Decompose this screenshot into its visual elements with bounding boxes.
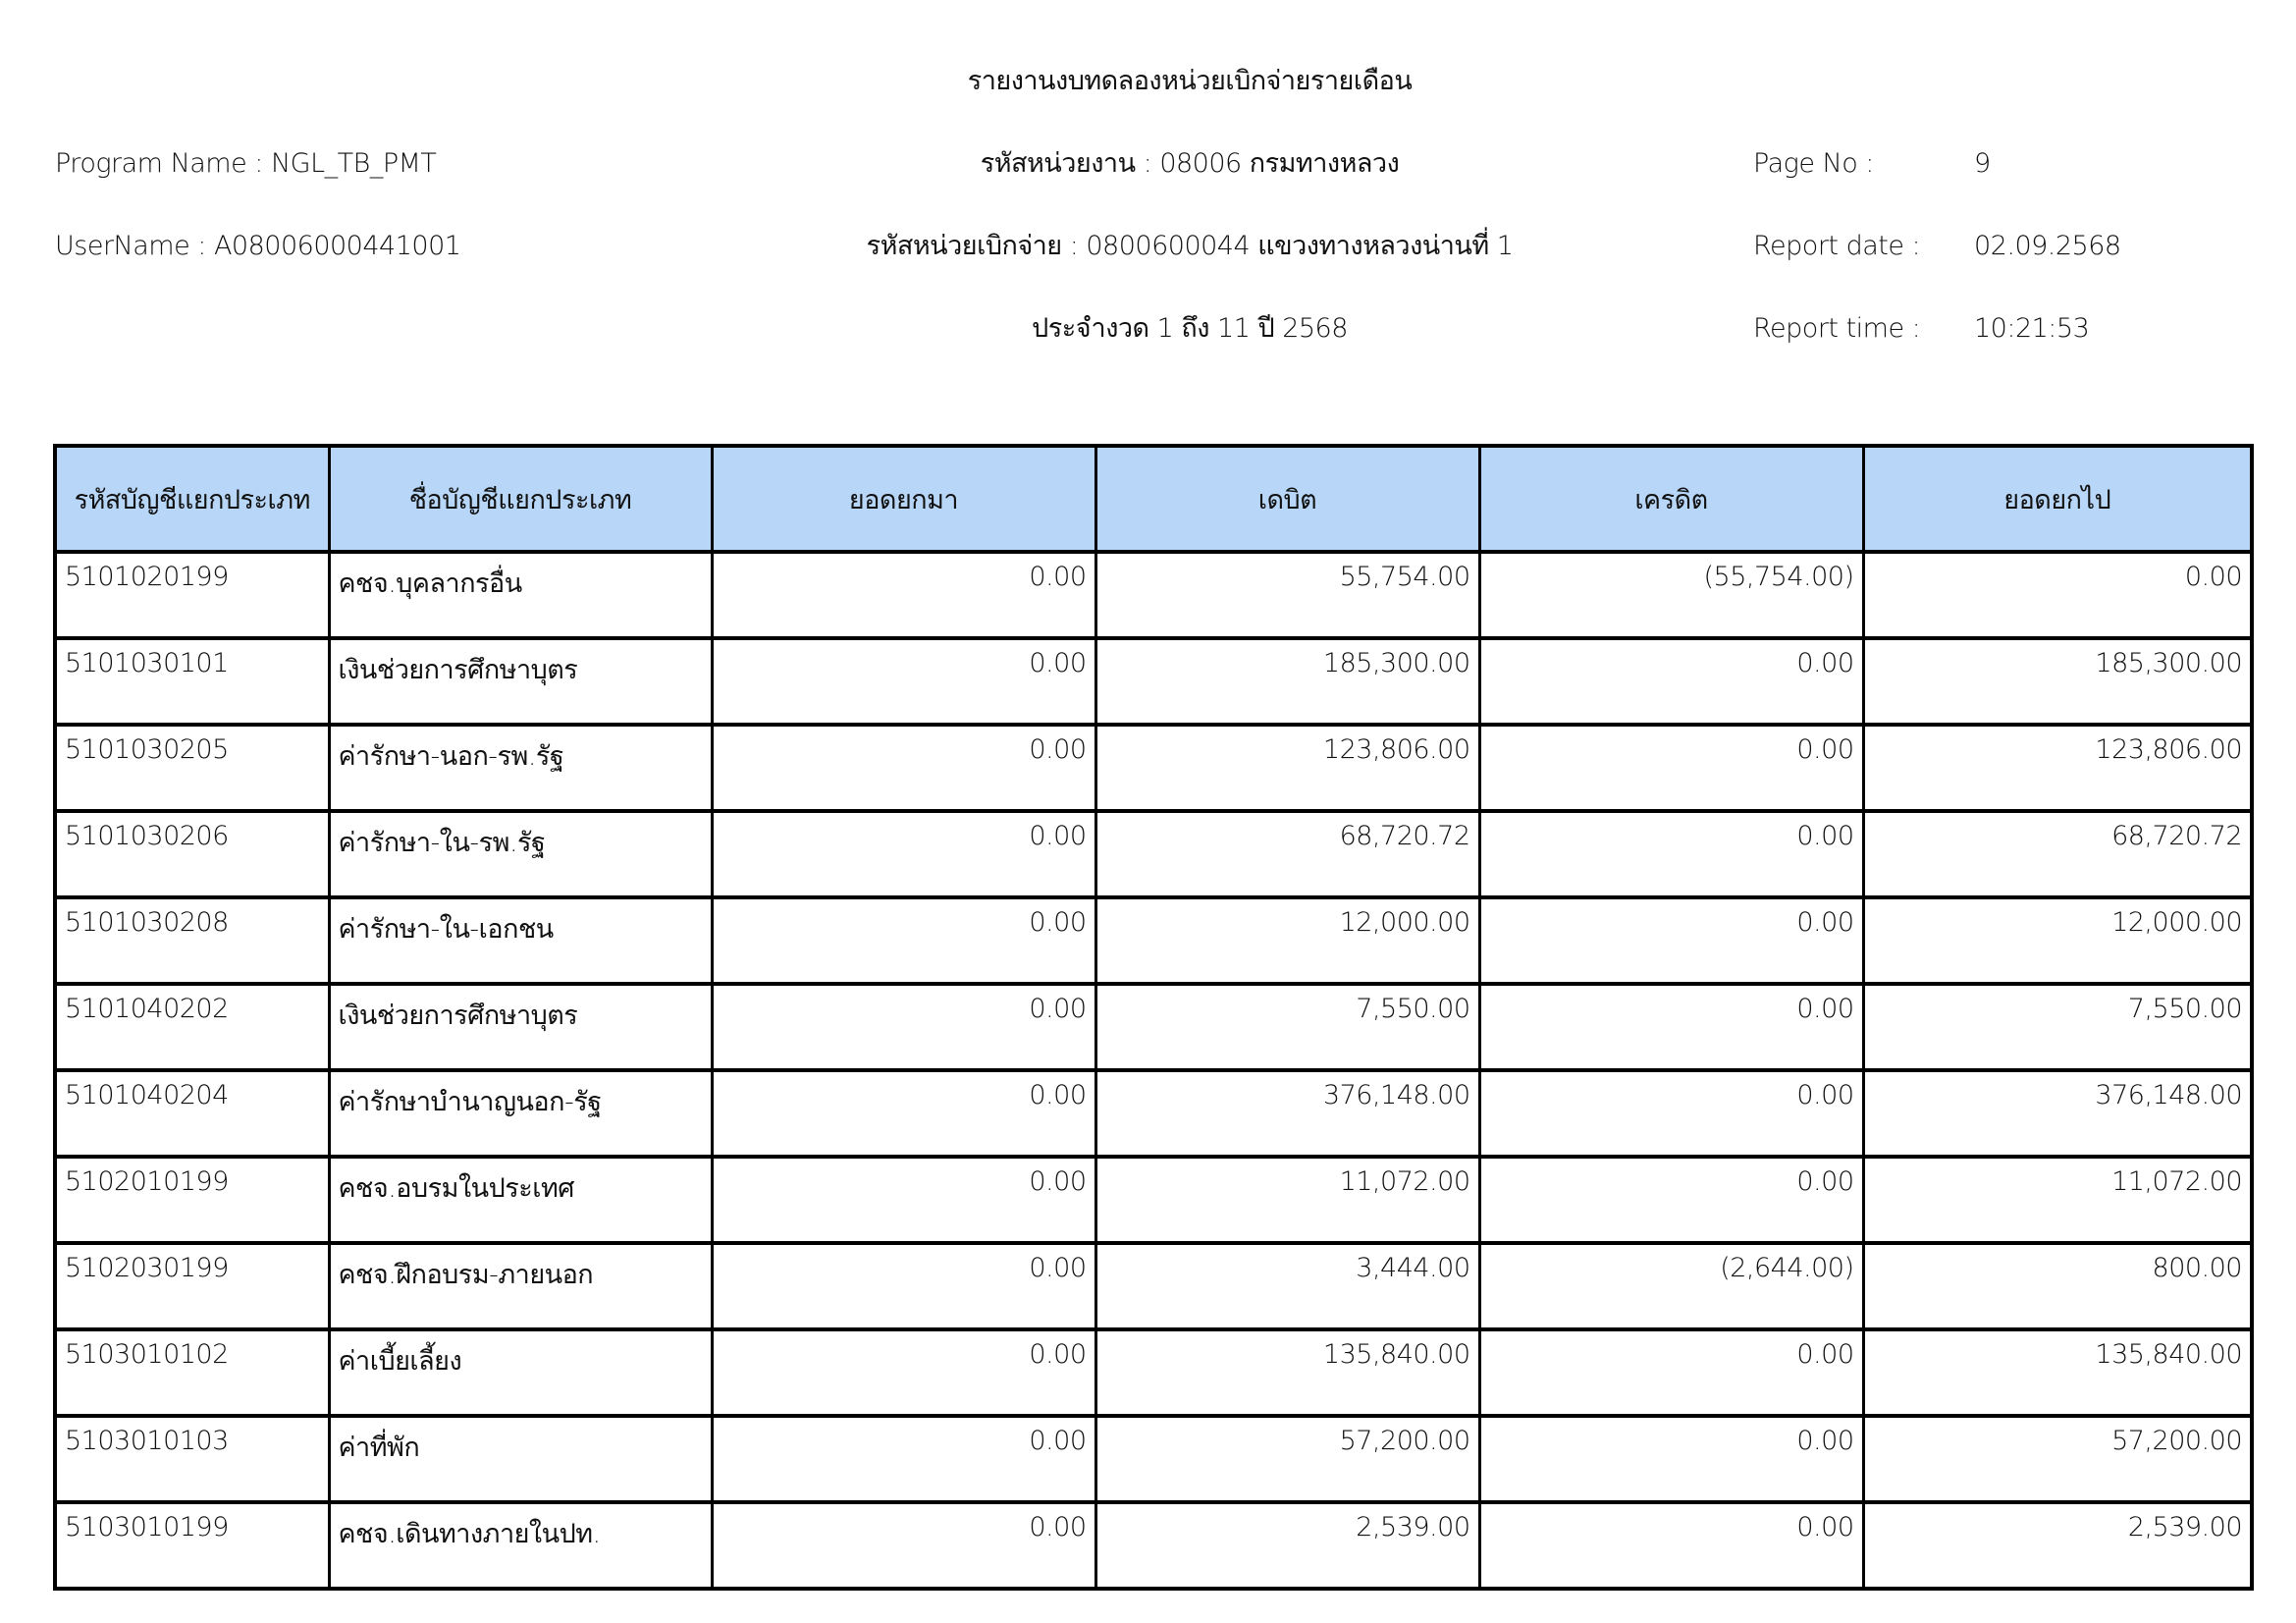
account-code-cell: 5102010199 [55, 1157, 329, 1243]
page-no-value: 9 [1974, 148, 1991, 179]
credit-cell: 0.00 [1479, 1329, 1863, 1416]
report-date-label: Report date : [1753, 231, 1921, 261]
credit-cell: 0.00 [1479, 984, 1863, 1070]
table-row [55, 725, 2252, 811]
report-title: รายงานงบทดลองหน่วยเบิกจ่ายรายเดือน [967, 66, 1413, 96]
account-name-cell: ค่าเบี้ยเลี้ยง [329, 1329, 712, 1416]
brought-forward-cell: 0.00 [712, 725, 1095, 811]
carried-forward-cell: 0.00 [1863, 552, 2252, 638]
account-name-cell: ค่ารักษา-ใน-รพ.รัฐ [329, 811, 712, 897]
credit-cell: 0.00 [1479, 638, 1863, 725]
account-name-cell: ค่ารักษา-นอก-รพ.รัฐ [329, 725, 712, 811]
credit-cell: (55,754.00) [1479, 552, 1863, 638]
brought-forward-cell: 0.00 [712, 984, 1095, 1070]
brought-forward-cell: 0.00 [712, 811, 1095, 897]
table-row [55, 1416, 2252, 1502]
report-time-label: Report time : [1753, 313, 1921, 344]
carried-forward-cell: 185,300.00 [1863, 638, 2252, 725]
report-date-value: 02.09.2568 [1974, 231, 2121, 261]
credit-cell: 0.00 [1479, 725, 1863, 811]
carried-forward-cell: 2,539.00 [1863, 1502, 2252, 1589]
debit-cell: 123,806.00 [1095, 725, 1479, 811]
credit-cell: 0.00 [1479, 1157, 1863, 1243]
account-name-cell: คชจ.ฝึกอบรม-ภายนอก [329, 1243, 712, 1329]
carried-forward-cell: 376,148.00 [1863, 1070, 2252, 1157]
credit-cell: 0.00 [1479, 1070, 1863, 1157]
debit-cell: 12,000.00 [1095, 897, 1479, 984]
brought-forward-cell: 0.00 [712, 1243, 1095, 1329]
table-row [55, 552, 2252, 638]
column-header-brought-forward: ยอดยกมา [712, 446, 1095, 552]
brought-forward-cell: 0.00 [712, 1329, 1095, 1416]
report-time-value: 10:21:53 [1974, 313, 2090, 344]
carried-forward-cell: 57,200.00 [1863, 1416, 2252, 1502]
carried-forward-cell: 123,806.00 [1863, 725, 2252, 811]
column-header-debit: เดบิต [1095, 446, 1479, 552]
brought-forward-cell: 0.00 [712, 897, 1095, 984]
account-code-cell: 5101030206 [55, 811, 329, 897]
account-name-cell: ค่าที่พัก [329, 1416, 712, 1502]
table-row [55, 897, 2252, 984]
carried-forward-cell: 68,720.72 [1863, 811, 2252, 897]
account-code-cell: 5102030199 [55, 1243, 329, 1329]
brought-forward-cell: 0.00 [712, 1502, 1095, 1589]
program-name: Program Name : NGL_TB_PMT [55, 148, 437, 179]
table-row [55, 638, 2252, 725]
debit-cell: 376,148.00 [1095, 1070, 1479, 1157]
account-code-cell: 5101020199 [55, 552, 329, 638]
user-name: UserName : A08006000441001 [55, 231, 461, 261]
account-code-cell: 5101030205 [55, 725, 329, 811]
trial-balance-table [53, 444, 2254, 1591]
table-row [55, 1157, 2252, 1243]
account-name-cell: ค่ารักษาบำนาญนอก-รัฐ [329, 1070, 712, 1157]
credit-cell: 0.00 [1479, 1502, 1863, 1589]
account-name-cell: คชจ.อบรมในประเทศ [329, 1157, 712, 1243]
table-row [55, 1502, 2252, 1589]
debit-cell: 185,300.00 [1095, 638, 1479, 725]
carried-forward-cell: 11,072.00 [1863, 1157, 2252, 1243]
table-row [55, 984, 2252, 1070]
debit-cell: 11,072.00 [1095, 1157, 1479, 1243]
disbursement-unit-line: รหัสหน่วยเบิกจ่าย : 0800600044 แขวงทางหลวงน่านที่ 1 [866, 231, 1514, 261]
credit-cell: (2,644.00) [1479, 1243, 1863, 1329]
column-header-account-code: รหัสบัญชีแยกประเภท [55, 446, 329, 552]
account-code-cell: 5101030101 [55, 638, 329, 725]
brought-forward-cell: 0.00 [712, 1416, 1095, 1502]
credit-cell: 0.00 [1479, 811, 1863, 897]
column-header-account-name: ชื่อบัญชีแยกประเภท [329, 446, 712, 552]
account-name-cell: ค่ารักษา-ใน-เอกชน [329, 897, 712, 984]
debit-cell: 3,444.00 [1095, 1243, 1479, 1329]
account-code-cell: 5103010103 [55, 1416, 329, 1502]
debit-cell: 7,550.00 [1095, 984, 1479, 1070]
table-row [55, 1329, 2252, 1416]
carried-forward-cell: 7,550.00 [1863, 984, 2252, 1070]
brought-forward-cell: 0.00 [712, 552, 1095, 638]
credit-cell: 0.00 [1479, 897, 1863, 984]
agency-code-line: รหัสหน่วยงาน : 08006 กรมทางหลวง [980, 148, 1400, 179]
account-name-cell: เงินช่วยการศึกษาบุตร [329, 984, 712, 1070]
table-header-row [55, 446, 2252, 552]
brought-forward-cell: 0.00 [712, 638, 1095, 725]
account-name-cell: เงินช่วยการศึกษาบุตร [329, 638, 712, 725]
account-name-cell: คชจ.บุคลากรอื่น [329, 552, 712, 638]
table-row [55, 811, 2252, 897]
carried-forward-cell: 800.00 [1863, 1243, 2252, 1329]
account-code-cell: 5103010102 [55, 1329, 329, 1416]
account-code-cell: 5101040204 [55, 1070, 329, 1157]
column-header-carried-forward: ยอดยกไป [1863, 446, 2252, 552]
brought-forward-cell: 0.00 [712, 1157, 1095, 1243]
debit-cell: 57,200.00 [1095, 1416, 1479, 1502]
carried-forward-cell: 135,840.00 [1863, 1329, 2252, 1416]
brought-forward-cell: 0.00 [712, 1070, 1095, 1157]
account-code-cell: 5101030208 [55, 897, 329, 984]
credit-cell: 0.00 [1479, 1416, 1863, 1502]
table-row [55, 1070, 2252, 1157]
column-header-credit: เครดิต [1479, 446, 1863, 552]
account-name-cell: คชจ.เดินทางภายในปท. [329, 1502, 712, 1589]
period-line: ประจำงวด 1 ถึง 11 ปี 2568 [1032, 313, 1348, 344]
debit-cell: 135,840.00 [1095, 1329, 1479, 1416]
table-row [55, 1243, 2252, 1329]
account-code-cell: 5103010199 [55, 1502, 329, 1589]
account-code-cell: 5101040202 [55, 984, 329, 1070]
debit-cell: 2,539.00 [1095, 1502, 1479, 1589]
carried-forward-cell: 12,000.00 [1863, 897, 2252, 984]
debit-cell: 68,720.72 [1095, 811, 1479, 897]
debit-cell: 55,754.00 [1095, 552, 1479, 638]
page-no-label: Page No : [1753, 148, 1874, 179]
